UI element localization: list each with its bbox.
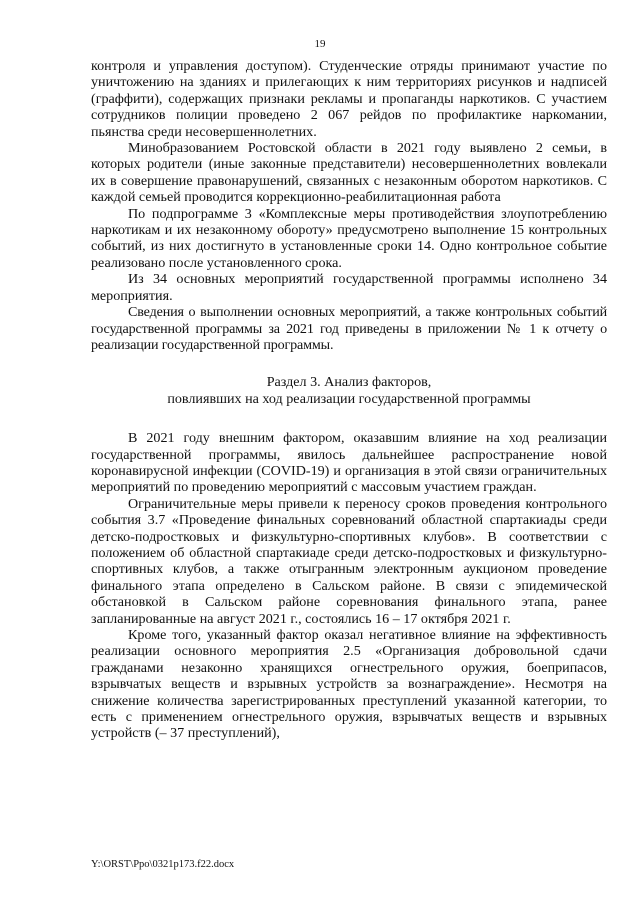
footer-file-path: Y:\ORST\Ppo\0321p173.f22.docx xyxy=(91,859,235,870)
page-number: 19 xyxy=(314,38,326,50)
document-body xyxy=(91,58,607,742)
section-heading-line: повлиявших на ход реализации государственной программы xyxy=(167,390,531,407)
paragraph: В 2021 году внешним фактором, оказавшим влияние на ход реализации государственной программы, явилось дальнейшее распространение новой коронавирусной инфекции (COVID-19) и организация в этой связи ограничительных мероприятий по проведению мероприятий с массовым участием граждан. xyxy=(91,430,607,496)
paragraph: Кроме того, указанный фактор оказал негативное влияние на эффективность реализации основного мероприятия 2.5 «Организация добровольной сдачи гражданами незаконно хранящихся огнестрельного оружия, боеприпасов, взрывчатых веществ и взрывных устройств за вознаграждение». Несмотря на снижение количества зарегистрированных преступлений указанной категории, то есть с применением огнестрельного оружия, взрывчатых веществ и взрывных устройств (– 37 преступлений), xyxy=(91,627,607,742)
paragraph: Ограничительные меры привели к переносу сроков проведения контрольного события 3.7 «Проведение финальных соревнований областной спартакиады среди детско-подростковых и физкультурно-спортивных клубов». В соответствии с положением об областной спартакиаде среди детско-подростковых и физкультурно-спортивных клубов, а также отыгранным электронным аукционом проведение финального этапа определено в Сальском районе. В связи с эпидемической обстановкой в Сальском районе соревнования финального этапа, ранее запланированные на август 2021 г., состоялись 16 – 17 октября 2021 г. xyxy=(91,495,607,627)
paragraph: Из 34 основных мероприятий государственной программы исполнено 34 мероприятия. xyxy=(91,271,607,304)
section-heading xyxy=(91,374,607,407)
paragraph-continuation: контроля и управления доступом). Студенческие отряды принимают участие по уничтожению на зданиях и прилегающих к ним территориях рисунков и надписей (граффити), содержащих признаки рекламы и пропаганды наркотиков. С участием сотрудников полиции проведено 2 067 рейдов по профилактике наркомании, пьянства среди несовершеннолетних. xyxy=(91,58,607,140)
paragraph: Сведения о выполнении основных мероприятий, а также контрольных событий государственной программы за 2021 год приведены в приложении № 1 к отчету о реализации государственной программы. xyxy=(91,304,607,353)
paragraph: По подпрограмме 3 «Комплексные меры противодействия злоупотреблению наркотикам и их незаконному обороту» предусмотрено выполнение 15 контрольных событий, из них достигнуто в установленные сроки 14. Одно контрольное событие реализовано после установленного срока. xyxy=(91,205,607,271)
paragraph: Минобразованием Ростовской области в 2021 году выявлено 2 семьи, в которых родители (иные законные представители) несовершеннолетних вовлекали их в совершение правонарушений, связанных с незаконным оборотом наркотиков. С каждой семьей проводится коррекционно-реабилитационная работа xyxy=(91,140,607,206)
section-heading-line: Раздел 3. Анализ факторов, xyxy=(266,374,432,391)
